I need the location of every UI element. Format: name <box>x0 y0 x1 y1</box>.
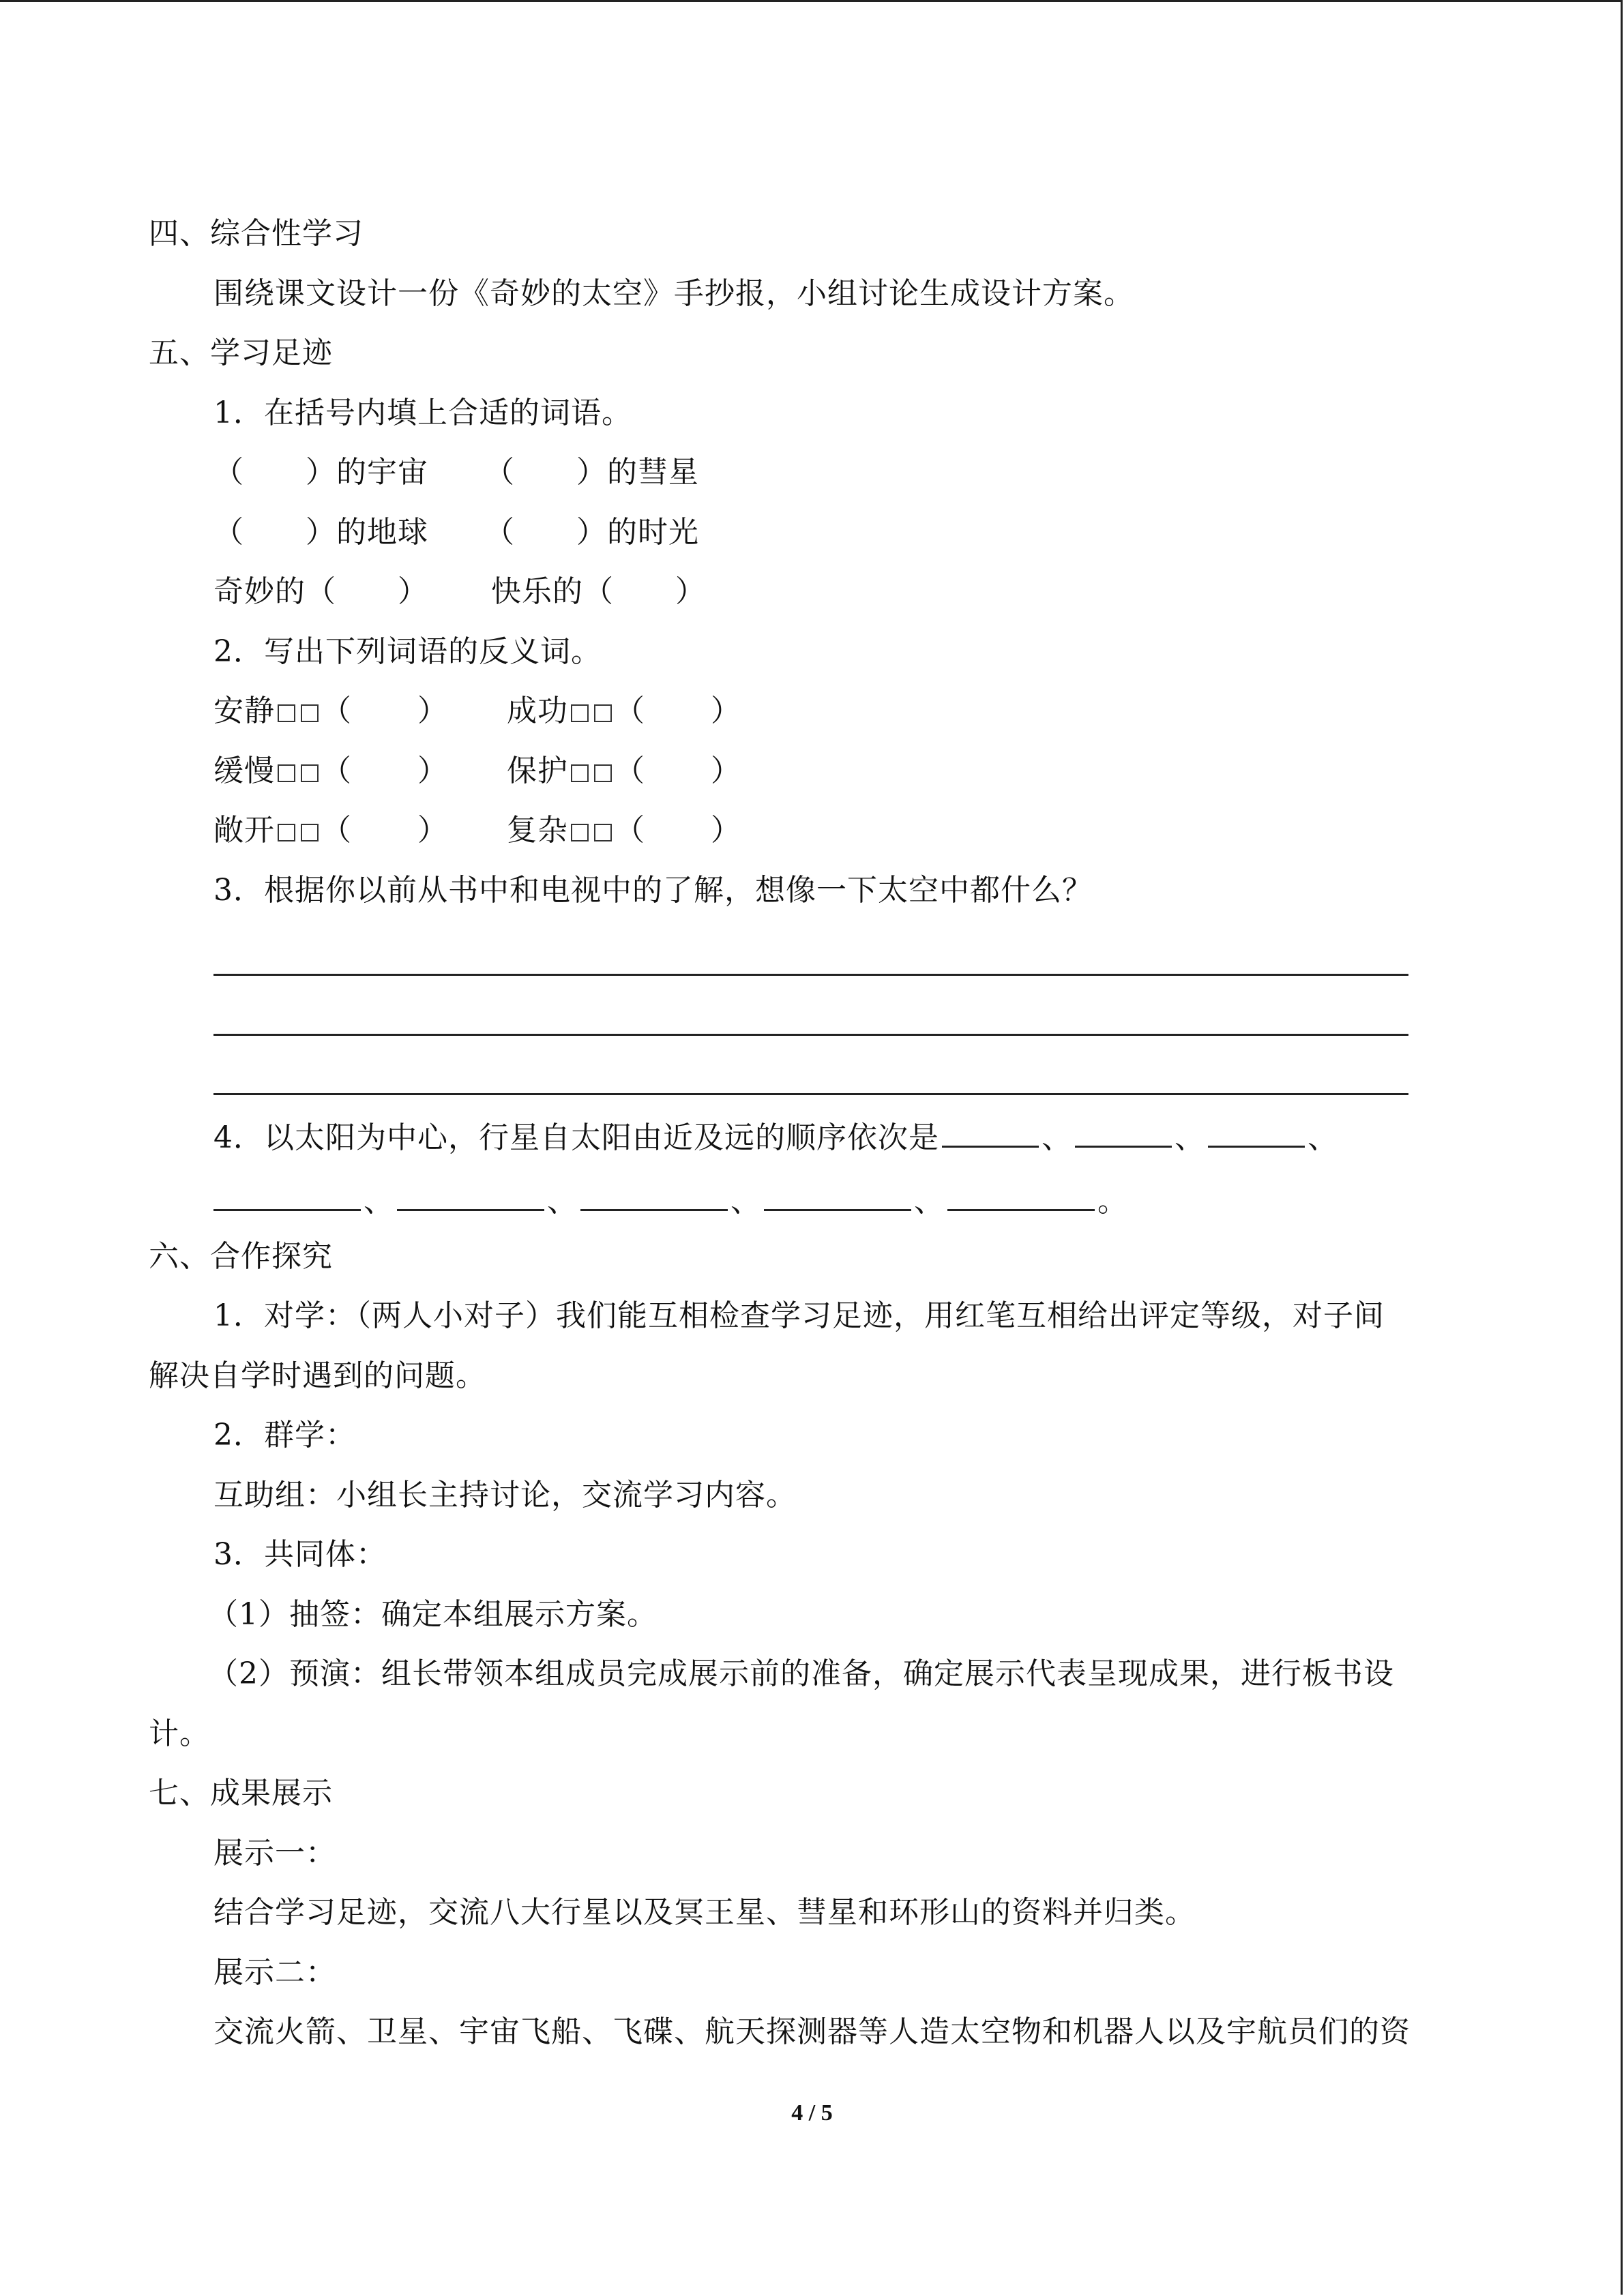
s6-p3: 3．共同体： <box>213 1537 387 1572</box>
show1-label: 展示一： <box>213 1836 336 1870</box>
section-4-body: 围绕课文设计一份《奇妙的太空》手抄报，小组讨论生成设计方案。 <box>213 276 1134 311</box>
answer-line[interactable] <box>213 1034 1408 1036</box>
box-icon <box>571 704 589 722</box>
s6-p3c: 计。 <box>149 1716 210 1751</box>
box-icon <box>278 704 295 722</box>
box-icon <box>571 764 589 782</box>
show1-body: 结合学习足迹，交流八大行星以及冥王星、彗星和环形山的资料并归类。 <box>213 1895 1196 1930</box>
planet-blank[interactable] <box>1075 1118 1172 1148</box>
show2-body: 交流火箭、卫星、宇宙飞船、飞碟、航天探测器等人造太空物和机器人以及宇航员们的资 <box>213 2014 1411 2049</box>
s6-p1b: 解决自学时遇到的问题。 <box>149 1358 486 1393</box>
q3-prompt: 3．根据你以前从书中和电视中的了解，想像一下太空中都什么？ <box>213 873 1093 908</box>
section-5-heading: 五、学习足迹 <box>149 336 333 370</box>
antonym-word: 安静 <box>213 694 275 728</box>
antonym-item: 敞开 （ ） <box>213 813 448 848</box>
box-icon <box>594 704 612 722</box>
box-icon <box>278 764 295 782</box>
s6-p2b: 互助组：小组长主持讨论，交流学习内容。 <box>213 1478 797 1512</box>
antonym-word: 缓慢 <box>213 754 275 788</box>
box-icon <box>301 764 319 782</box>
antonym-word: 保护 <box>507 754 568 788</box>
antonym-item: 成功 （ ） <box>507 694 741 728</box>
answer-line[interactable] <box>213 1093 1408 1095</box>
q1-row3-a: 奇妙的（ ） <box>213 574 428 609</box>
antonym-word: 敞开 <box>213 813 275 848</box>
box-icon <box>301 704 319 722</box>
antonym-word: 复杂 <box>507 813 568 848</box>
section-6-heading: 六、合作探究 <box>149 1239 333 1274</box>
box-icon <box>571 824 589 841</box>
planet-blank[interactable] <box>397 1182 544 1211</box>
q1-row1-b: （ ）的彗星 <box>484 455 699 490</box>
box-icon <box>594 764 612 782</box>
page-number: 4 / 5 <box>791 2100 833 2126</box>
section-7-heading: 七、成果展示 <box>149 1776 333 1810</box>
antonym-item: 缓慢 （ ） <box>213 754 448 788</box>
box-icon <box>594 824 612 841</box>
planet-blank[interactable] <box>580 1182 728 1211</box>
answer-line[interactable] <box>213 974 1408 976</box>
q1-row2-b: （ ）的时光 <box>484 515 699 550</box>
q1-row1-a: （ ）的宇宙 <box>213 455 428 490</box>
q4-line-1: 4．以太阳为中心，行星自太阳由近及远的顺序依次是 、 、 、 <box>213 1118 1338 1157</box>
planet-blank[interactable] <box>947 1182 1095 1211</box>
section-4-heading: 四、综合性学习 <box>149 216 364 251</box>
q2-prompt: 2．写出下列词语的反义词。 <box>213 634 602 669</box>
planet-blank[interactable] <box>764 1182 911 1211</box>
q1-row3-b: 快乐的（ ） <box>491 574 706 609</box>
antonym-word: 成功 <box>507 694 568 728</box>
q4-prompt: 4．以太阳为中心，行星自太阳由近及远的顺序依次是 <box>213 1120 939 1155</box>
s6-p1a: 1．对学：（两人小对子）我们能互相检查学习足迹，用红笔互相给出评定等级，对子间 <box>213 1298 1385 1333</box>
box-icon <box>301 824 319 841</box>
q1-prompt: 1．在括号内填上合适的词语。 <box>213 396 632 430</box>
antonym-item: 安静 （ ） <box>213 694 448 728</box>
planet-blank[interactable] <box>213 1182 361 1211</box>
planet-blank[interactable] <box>1208 1118 1305 1148</box>
planet-blank[interactable] <box>942 1118 1039 1148</box>
antonym-item: 保护 （ ） <box>507 754 741 788</box>
q1-row2-a: （ ）的地球 <box>213 515 428 550</box>
s6-p3a: （1）抽签：确定本组展示方案。 <box>208 1597 658 1632</box>
s6-p3b: （2）预演：组长带领本组成员完成展示前的准备，确定展示代表呈现成果，进行板书设 <box>208 1656 1394 1691</box>
box-icon <box>278 824 295 841</box>
q4-line-2: 、 、 、 、 。 <box>213 1182 1128 1221</box>
show2-label: 展示二： <box>213 1955 336 1990</box>
s6-p2: 2．群学： <box>213 1418 356 1452</box>
antonym-item: 复杂 （ ） <box>507 813 741 848</box>
